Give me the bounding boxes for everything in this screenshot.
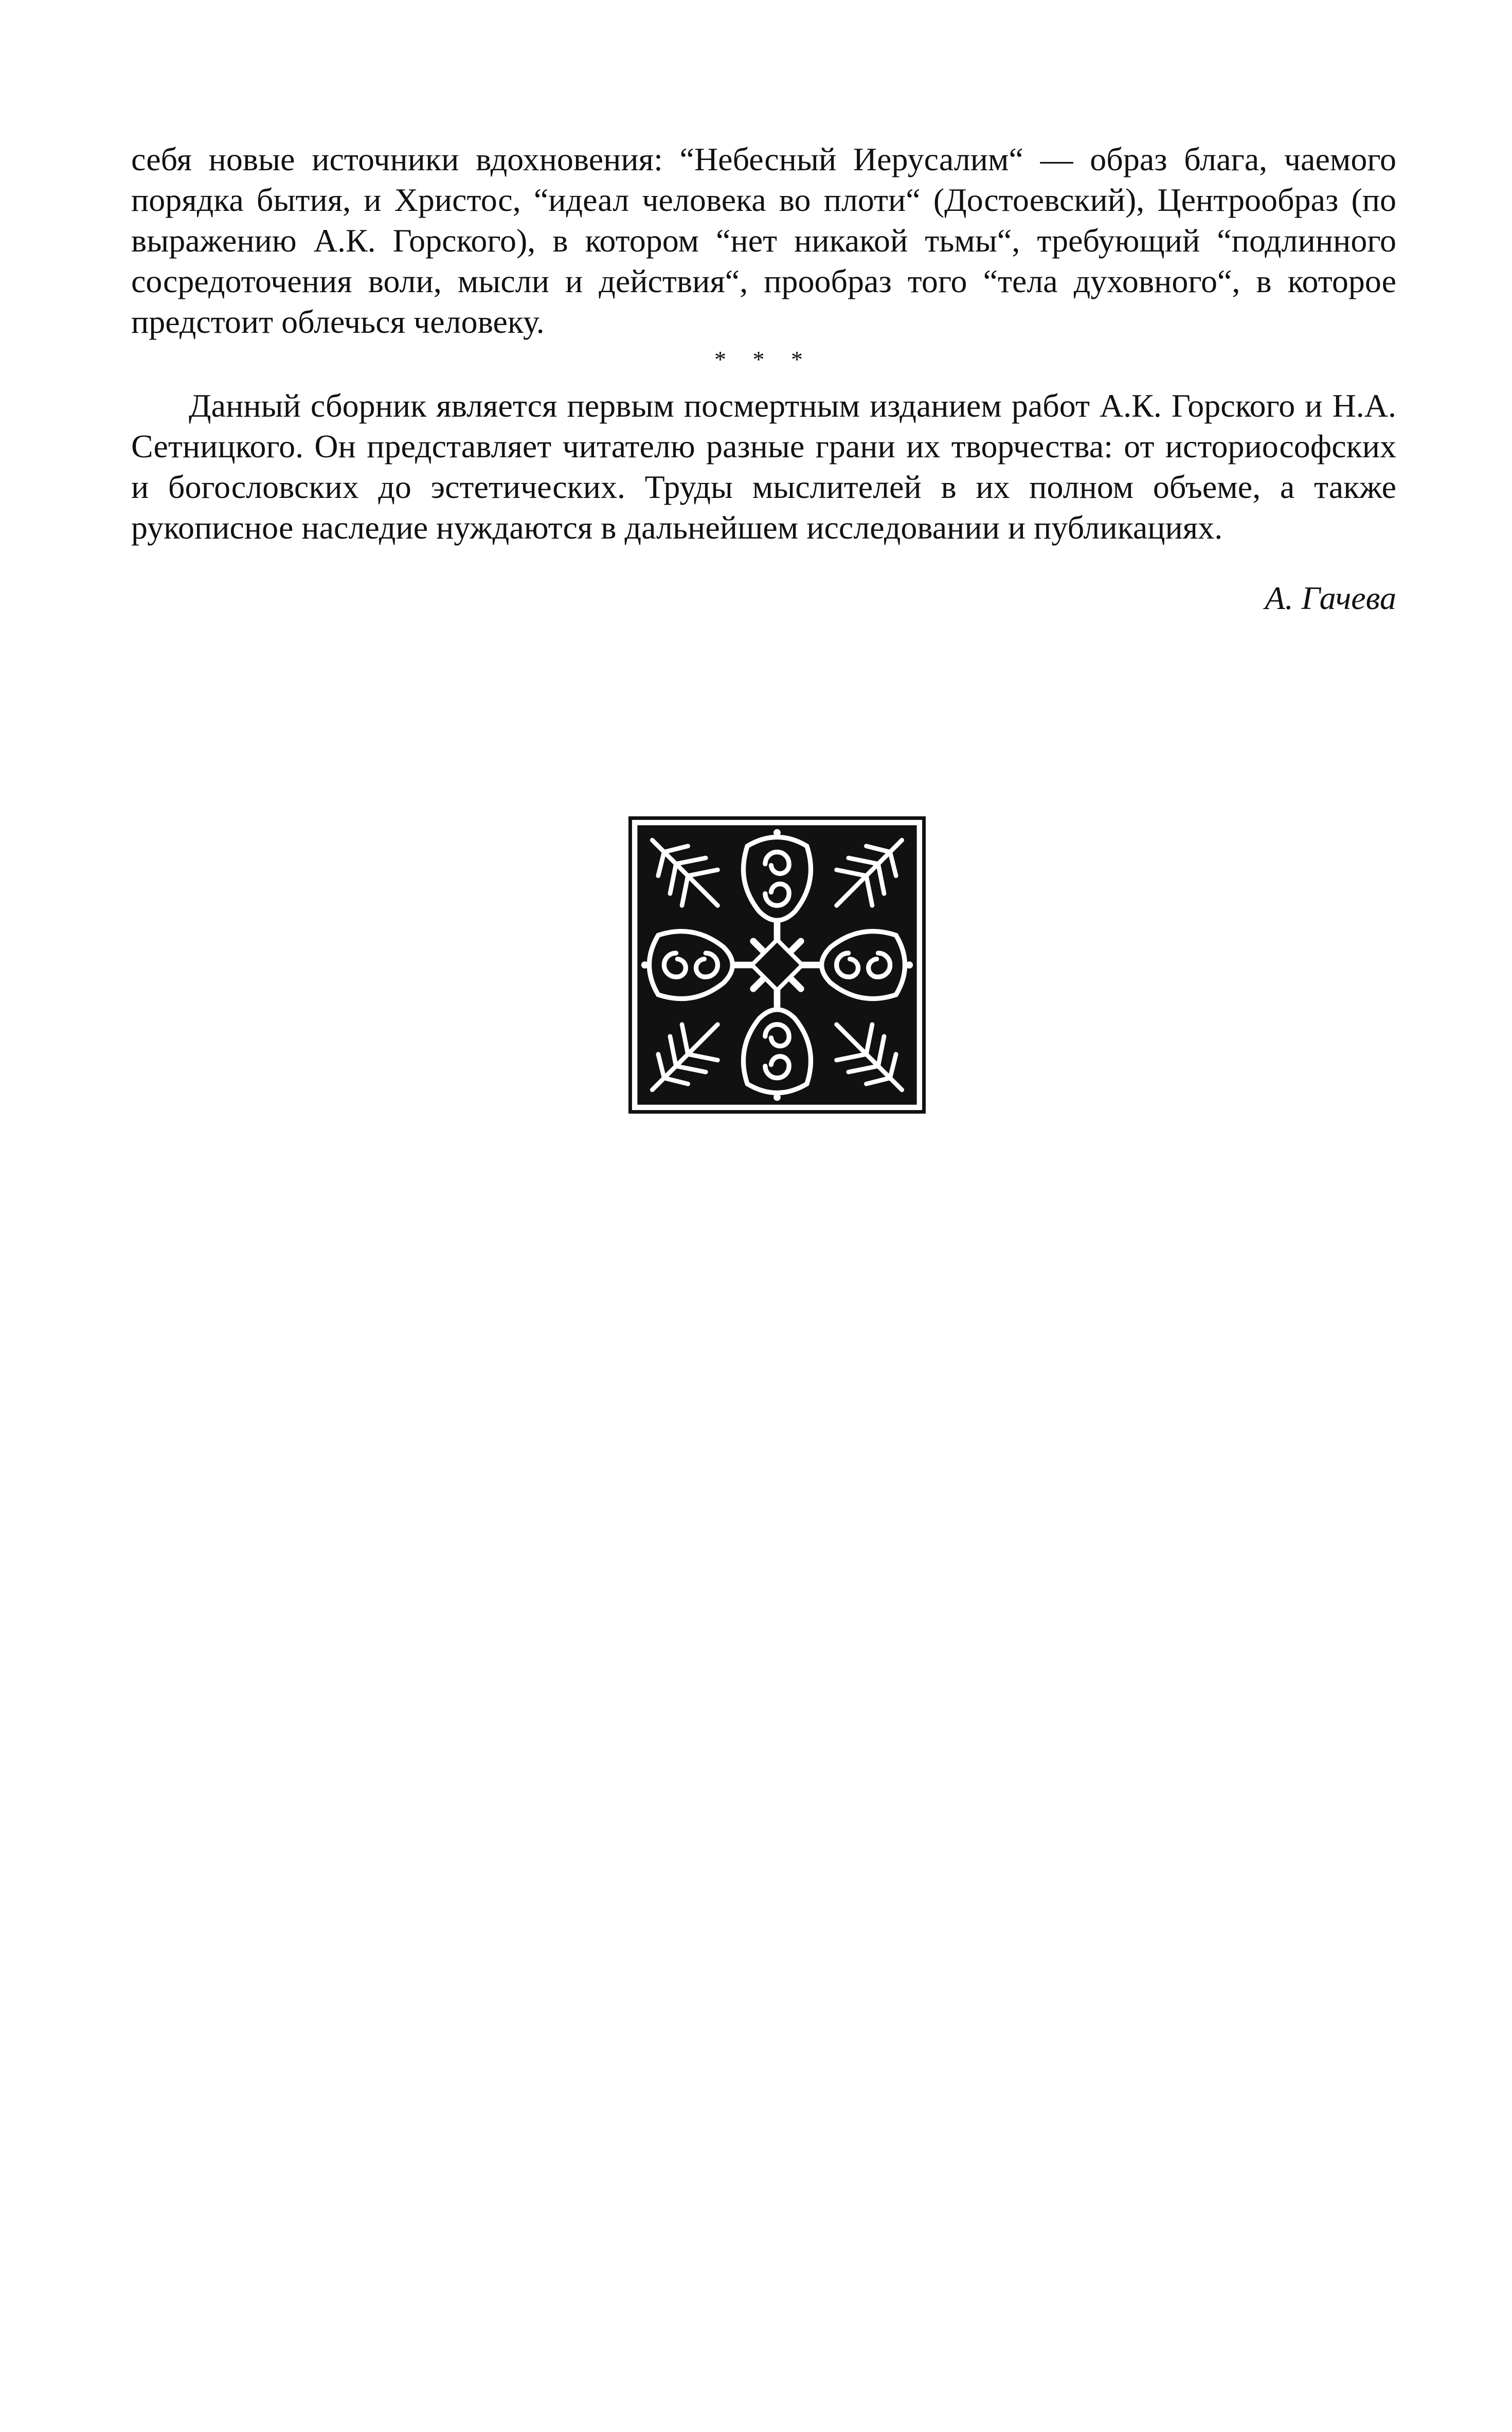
paragraph-collection-note: Данный сборник является первым посмертным изданием работ А.К. Горского и Н.А. Сетницкого. Он представляет читателю разные грани их творчества: от историософских и богословских до эстетических. Труды мыслителей в их полном объеме, а также рукописное наследие нуждаются в дальнейшем исследовании и публикациях. — [131, 387, 1396, 546]
paragraph-continuation: себя новые источники вдохновения: “Небесный Иерусалим“ — образ блага, чаемого порядка бытия, и Христос, “идеал человека во плоти“ (Достоевский), Центрообраз (по выражению А.К. Горского), в котором “нет никакой тьмы“, требующий “подлинного сосредоточения воли, мысли и действия“, прообраз того “тела духовного“, в которое предстоит облечься человеку. — [131, 141, 1396, 340]
document-page — [131, 139, 1396, 619]
section-separator: * * * — [714, 346, 813, 372]
square-ornament-icon — [628, 816, 926, 1114]
author-signature: А. Гачева — [1265, 580, 1396, 616]
